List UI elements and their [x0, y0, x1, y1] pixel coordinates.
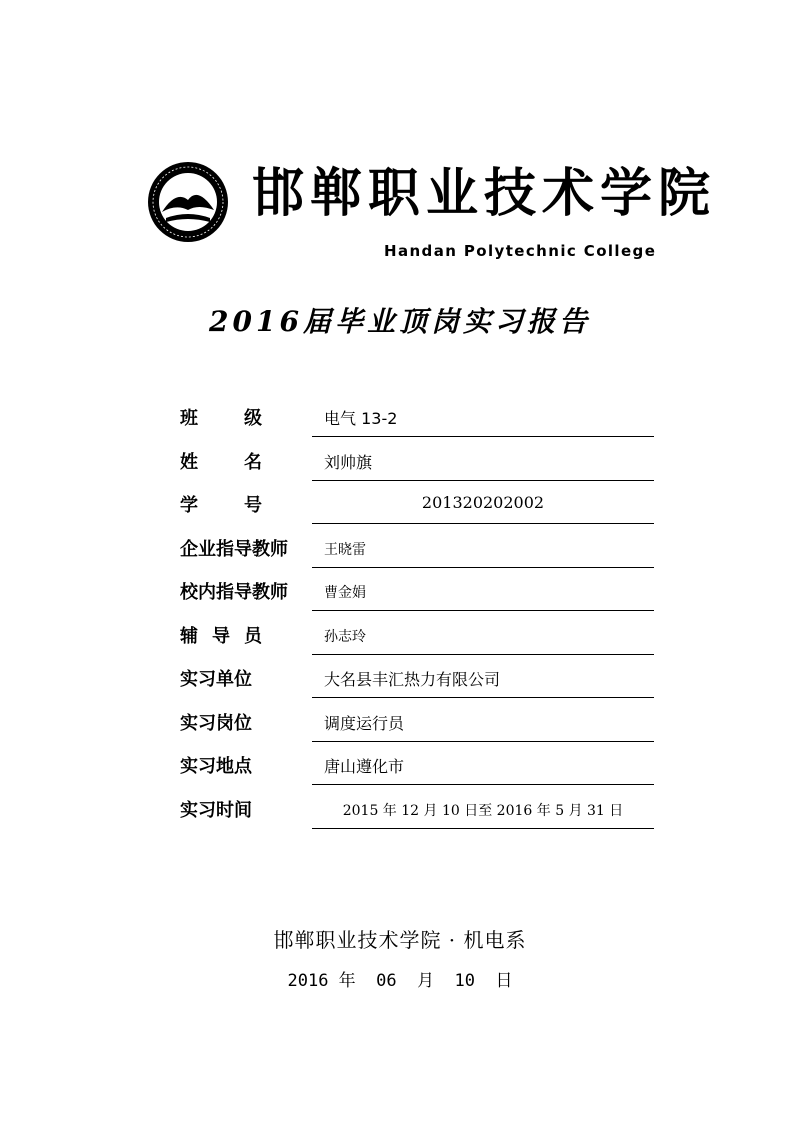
value-counselor-field [312, 612, 654, 655]
value-intern-position-field [312, 699, 654, 742]
form-row-intern-company [180, 655, 654, 699]
value-class-field [312, 394, 654, 437]
college-name-en: Handan Polytechnic College [384, 242, 657, 260]
value-name: 刘帅旗 [324, 452, 373, 472]
value-intern-period: 2015 年 12 月 10 日至 2016 年 5 月 31 日 [342, 802, 624, 819]
form-row-school-advisor [180, 568, 654, 612]
value-intern-company: 大名县丰汇热力有限公司 [324, 670, 501, 689]
label-intern-location: 实习地点 [180, 756, 252, 777]
info-form [180, 394, 654, 829]
value-intern-position: 调度运行员 [324, 713, 405, 733]
label-name: 姓 名 [180, 451, 262, 473]
college-name-cn: 邯郸职业技术学院 [252, 163, 717, 224]
value-company-advisor: 王晓雷 [324, 541, 366, 558]
value-school-advisor-field [312, 568, 654, 611]
value-student-id-field [312, 481, 654, 524]
form-row-student-id [180, 481, 654, 525]
report-title: 2016届毕业顶岗实习报告 [209, 305, 591, 338]
college-seal-icon [146, 160, 230, 244]
value-name-field [312, 438, 654, 481]
value-intern-company-field [312, 655, 654, 698]
label-counselor: 辅 导 员 [180, 625, 262, 647]
form-row-intern-position [180, 699, 654, 743]
label-student-id: 学 号 [180, 495, 262, 516]
label-intern-company: 实习单位 [180, 669, 252, 690]
footer-date: 2016 年 06 月 10 日 [287, 971, 513, 991]
footer-department: 邯郸职业技术学院 · 机电系 [273, 928, 527, 952]
value-student-id: 201320202002 [421, 493, 545, 512]
label-company-advisor: 企业指导教师 [180, 538, 288, 560]
form-row-name [180, 438, 654, 482]
form-row-intern-period [180, 786, 654, 830]
value-company-advisor-field [312, 525, 654, 568]
label-school-advisor: 校内指导教师 [180, 582, 288, 603]
college-header [140, 150, 720, 270]
form-row-intern-location [180, 742, 654, 786]
value-intern-location-field [312, 742, 654, 785]
value-intern-period-field [312, 786, 654, 829]
value-class: 电气 13-2 [324, 409, 398, 428]
value-intern-location: 唐山遵化市 [324, 757, 405, 776]
form-row-class [180, 394, 654, 438]
value-school-advisor: 曹金娟 [324, 585, 366, 601]
form-row-company-advisor [180, 525, 654, 569]
label-intern-position: 实习岗位 [180, 712, 252, 734]
label-intern-period: 实习时间 [180, 799, 252, 821]
value-counselor: 孙志玲 [324, 628, 366, 645]
form-row-counselor [180, 612, 654, 656]
label-class: 班 级 [180, 408, 262, 429]
